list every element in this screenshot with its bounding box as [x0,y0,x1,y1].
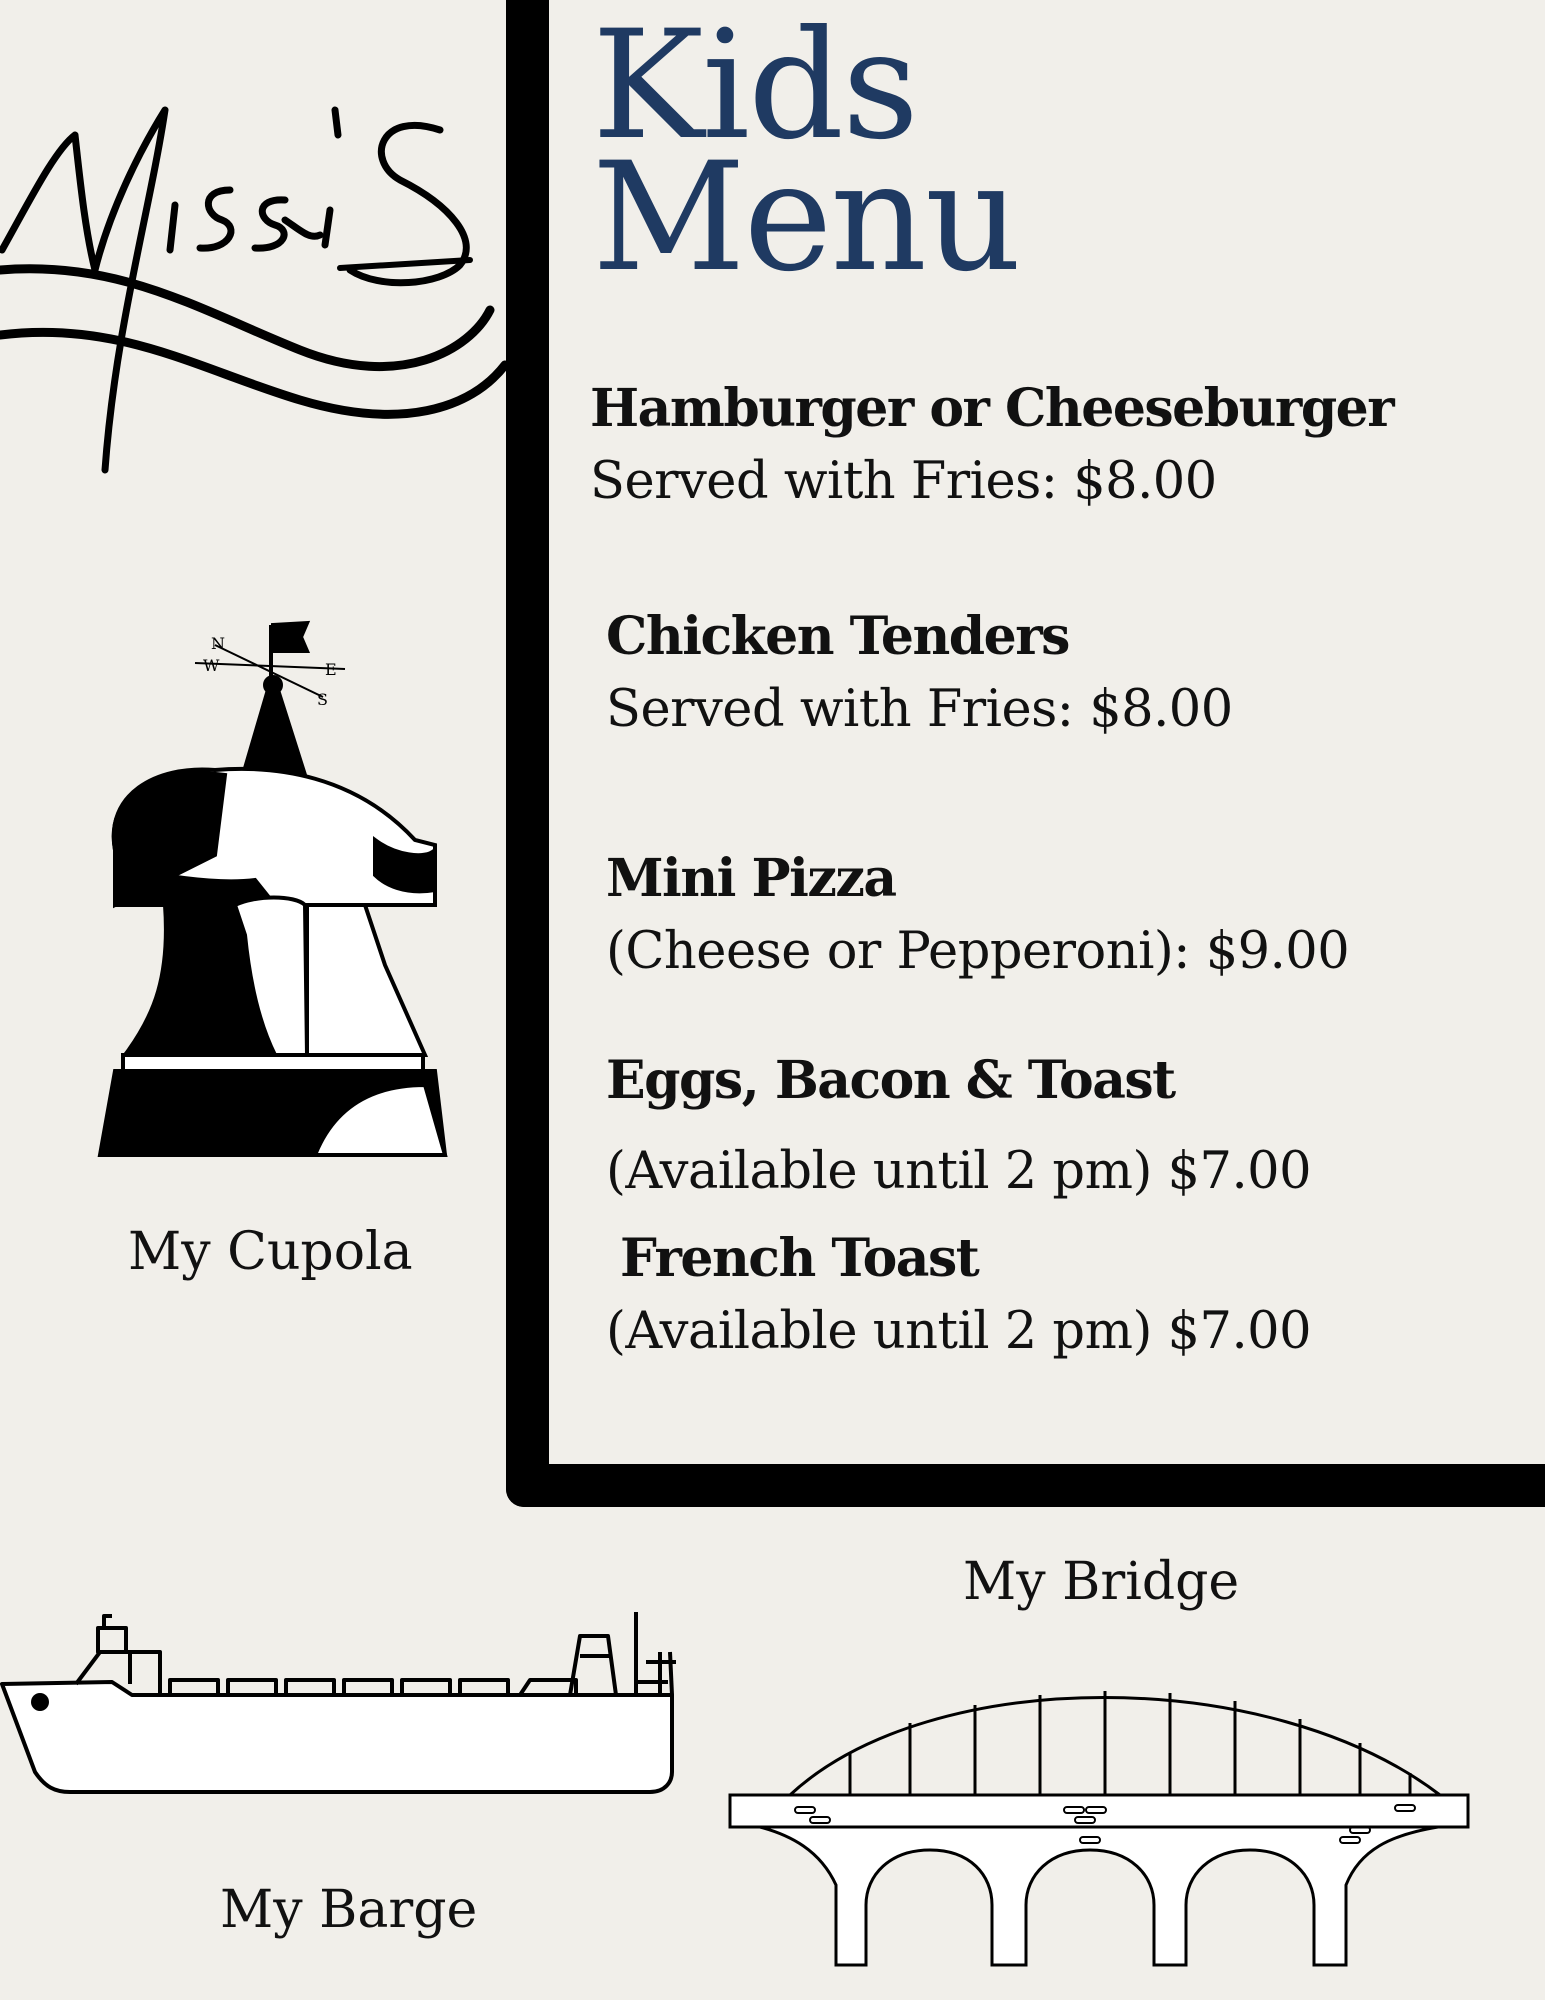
menu-item-name: Chicken Tenders [606,606,1069,667]
bridge-caption: My Bridge [963,1552,1240,1612]
menu-item-desc: (Cheese or Pepperoni): $9.00 [606,922,1350,981]
menu-item-name: Mini Pizza [606,848,896,909]
menu-title-line2: Menu [592,131,1020,305]
menu-item-desc: (Available until 2 pm) $7.00 [606,1142,1312,1201]
compass-e: E [325,660,337,679]
cupola-icon [95,615,455,1155]
cupola-caption: My Cupola [128,1222,413,1282]
compass-n: N [211,634,225,653]
barge-caption: My Barge [220,1880,478,1940]
menu-title-line1: Kids [592,0,918,173]
menu-item-name: Hamburger or Cheeseburger [590,378,1394,439]
bridge-icon [730,1675,1475,1975]
menu-item-name: French Toast [620,1228,979,1289]
logo-signature [0,90,510,570]
compass-w: W [203,656,220,675]
compass-s: S [317,690,328,709]
barge-icon [0,1592,680,1812]
menu-item-desc: (Available until 2 pm) $7.00 [606,1302,1312,1361]
menu-title [592,0,1020,305]
menu-item-name: Eggs, Bacon & Toast [606,1050,1175,1111]
menu-item-desc: Served with Fries: $8.00 [590,452,1217,511]
menu-item-desc: Served with Fries: $8.00 [606,680,1233,739]
